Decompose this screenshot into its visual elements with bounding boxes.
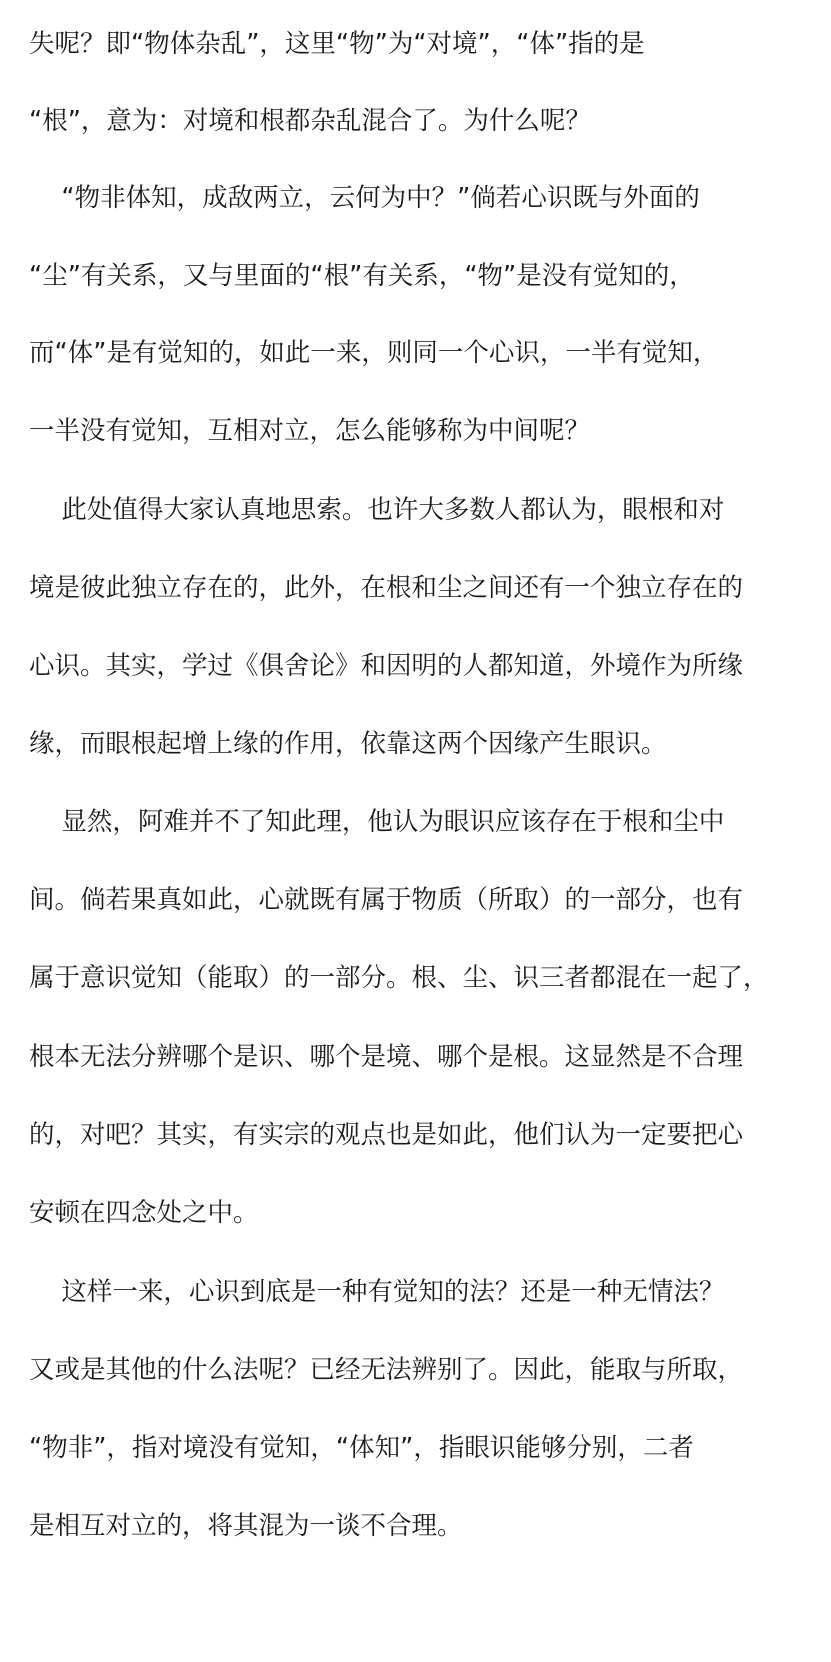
text-line: 而“体”是有觉知的，如此一来，则同一个心识，一半有觉知，	[29, 338, 719, 368]
text-line: 此处值得大家认真地思索。也许大多数人都认为，眼根和对	[29, 495, 725, 525]
text-line: 又或是其他的什么法呢？已经无法辨别了。因此，能取与所取，	[29, 1355, 744, 1385]
text-line: 间。倘若果真如此，心就既有属于物质（所取）的一部分，也有	[29, 885, 744, 915]
text-line: 这样一来，心识到底是一种有觉知的法？还是一种无情法？	[29, 1277, 725, 1307]
text-line: “尘”有关系，又与里面的“根”有关系，“物”是没有觉知的，	[29, 261, 695, 291]
text-line: 境是彼此独立存在的，此外，在根和尘之间还有一个独立存在的	[29, 573, 744, 603]
text-line: 安顿在四念处之中。	[29, 1198, 259, 1228]
text-line: “根”，意为：对境和根都杂乱混合了。为什么呢？	[29, 106, 591, 136]
text-line: 根本无法分辨哪个是识、哪个是境、哪个是根。这显然是不合理	[29, 1042, 744, 1072]
text-line: 属于意识觉知（能取）的一部分。根、尘、识三者都混在一起了，	[29, 963, 769, 993]
text-line: 是相互对立的，将其混为一谈不合理。	[29, 1511, 463, 1541]
text-line: 心识。其实，学过《俱舍论》和因明的人都知道，外境作为所缘	[29, 651, 744, 681]
text-line: 失呢？即“物体杂乱”，这里“物”为“对境”，“体”指的是	[29, 29, 645, 59]
text-line: “物非体知，成敌两立，云何为中？”倘若心识既与外面的	[29, 183, 700, 213]
text-line: 显然，阿难并不了知此理，他认为眼识应该存在于根和尘中	[29, 807, 725, 837]
text-line: 的，对吧？其实，有实宗的观点也是如此，他们认为一定要把心	[29, 1120, 744, 1150]
text-line: 缘，而眼根起增上缘的作用，依靠这两个因缘产生眼识。	[29, 729, 667, 759]
text-line: “物非”，指对境没有觉知，“体知”，指眼识能够分别，二者	[29, 1433, 694, 1463]
text-line: 一半没有觉知，互相对立，怎么能够称为中间呢？	[29, 416, 591, 446]
